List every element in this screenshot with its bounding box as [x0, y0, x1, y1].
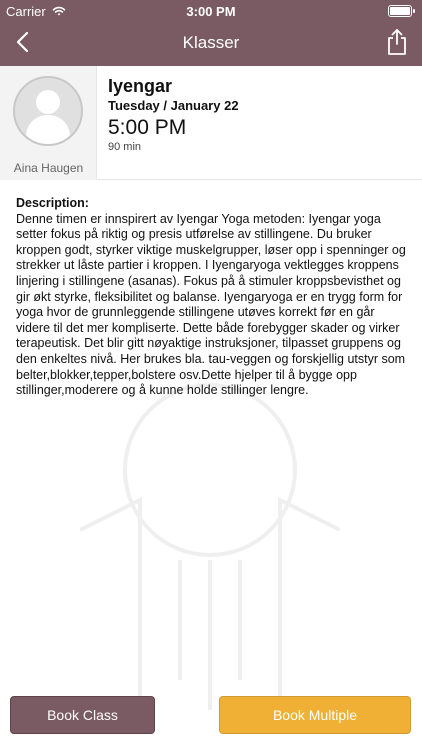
share-icon	[387, 29, 407, 60]
instructor-panel[interactable]	[0, 66, 97, 180]
class-info	[108, 76, 408, 154]
class-description	[16, 196, 408, 399]
description-title: Description:	[16, 196, 89, 210]
content-area[interactable]	[0, 180, 422, 750]
battery-icon	[388, 5, 416, 17]
page-title: Klasser	[182, 33, 240, 52]
class-date: Tuesday / January 22	[108, 98, 239, 113]
carrier-label: Carrier	[6, 4, 46, 19]
book-class-button[interactable]: Book Class	[10, 696, 155, 734]
user-avatar-icon	[12, 75, 84, 147]
nav-bar	[0, 22, 422, 66]
class-header	[0, 66, 422, 180]
status-time: 3:00 PM	[186, 4, 236, 19]
book-multiple-button[interactable]: Book Multiple	[219, 696, 411, 734]
share-button[interactable]	[382, 28, 412, 60]
class-duration: 90 min	[108, 141, 142, 153]
class-name: Iyengar	[108, 76, 173, 96]
class-time: 5:00 PM	[108, 116, 187, 139]
description-text: Denne timen er innspirert av Iyengar Yoga metoden: Iyengar yoga setter fokus på riktig og presis utførelse av stillingene. Du bruker kroppen godt, styrker viktige muskelgrupper, løser opp i spenninger og strekker ut låste partier i kroppen. I Iyengaryoga vektlegges kroppens linjering i stillingene (asanas). Fokus på å stimuler kroppsbevisthet og gir økt styrke, fleksibilitet og balanse. Iyengaryoga er en trygg form for yoga hvor de grunnleggende stillingene utøves korrekt før en går videre til det mer kompliserte. Dette både forebygger skader og virker terapeutisk. Det blir gitt nøyaktige instruksjoner, tilpasset gruppens og den enkeltes nivå. Her brukes bla. tau-veggen og forskjellig utstyr som belter,blokker,tepper,bolstere osv.Dette hjelper til å bygge opp stillinger,moderere og å kunne holde stillinger lengre.	[16, 211, 406, 398]
instructor-name: Aina Haugen	[13, 161, 84, 175]
dreamcatcher-watermark-icon	[80, 380, 340, 720]
status-bar	[0, 0, 422, 22]
